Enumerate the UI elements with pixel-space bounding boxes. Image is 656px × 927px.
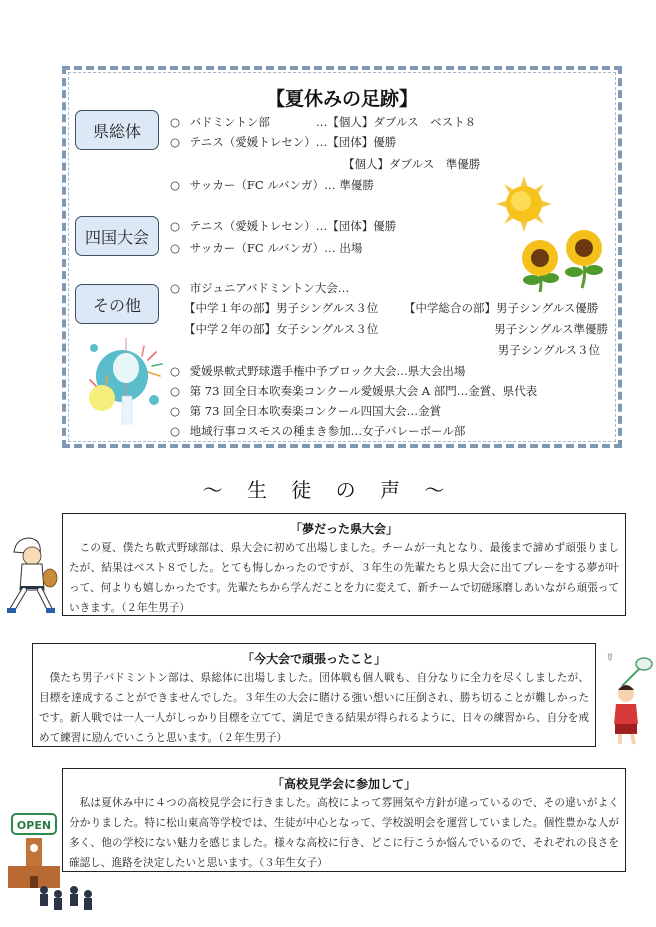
circle-bullet-icon: ○ (170, 178, 181, 192)
open-sign-text: OPEN (16, 819, 52, 832)
sun-sunflower-illustration (494, 174, 614, 294)
circle-bullet-icon: ○ (170, 135, 181, 149)
list-item: ○ 地域行事コスモスの種まき参加…女子バレーボール部 (170, 424, 466, 438)
sun-icon (496, 176, 552, 232)
school-open-illustration (4, 810, 104, 918)
result-grade2: 【中学２年の部】女子シングルス３位 (184, 322, 379, 336)
category-prefecture (75, 110, 159, 150)
circle-bullet-icon: ○ (170, 241, 181, 255)
circle-bullet-icon: ○ (170, 404, 181, 418)
baseball-player-illustration (4, 534, 60, 618)
list-item: 【個人】ダブルス 準優勝 (343, 157, 481, 171)
circle-bullet-icon: ○ (170, 424, 181, 438)
result-overall-1: 【中学総合の部】男子シングルス優勝 (404, 301, 599, 315)
voice-card-badminton (32, 643, 596, 747)
sunflower-icon (522, 240, 559, 292)
list-item: ○ 第 73 回全日本吹奏楽コンクール愛媛県大会 A 部門…金賞、県代表 (170, 384, 538, 398)
list-item: ○ テニス（愛媛トレセン）…【団体】優勝 (170, 135, 397, 149)
result-overall-2: 男子シングルス準優勝 (494, 322, 608, 336)
category-label: 四国大会 (84, 227, 149, 247)
voice-title: 「夢だった県大会」 (289, 522, 398, 536)
list-item: ○ 愛媛県軟式野球選手権中予ブロック大会…県大会出場 (170, 364, 466, 378)
circle-bullet-icon: ○ (170, 364, 181, 378)
sunflower-icon (565, 230, 603, 288)
voice-title: 「今大会で頑張ったこと」 (241, 652, 386, 666)
voice-body: 私は夏休み中に４つの高校見学会に行きました。高校によって雰囲気や方針が違っているので、その違いがよく分かりました。特に松山東高等学校では、生徒が中心となって、学校説明会を運営していました。個性豊かな人が多く、他の学校にない魅力を感じました。様々な高校に行き、どこに行こうか悩んでいるので、それぞれの良さを確認し、進路を決定したいと思います。（３年生女子） (69, 797, 619, 869)
voice-card-baseball (62, 513, 626, 616)
voices-heading: ～ 生 徒 の 声 ～ (202, 478, 454, 502)
list-item: ○ テニス（愛媛トレセン）…【団体】優勝 (170, 219, 397, 233)
circle-bullet-icon: ○ (170, 384, 181, 398)
category-shikoku (75, 216, 159, 256)
summer-achievements-frame (62, 66, 622, 448)
section-title: 【夏休みの足跡】 (265, 88, 418, 110)
category-other (75, 284, 159, 324)
circle-bullet-icon: ○ (170, 219, 181, 233)
category-label: 県総体 (92, 121, 141, 141)
badminton-player-illustration (600, 652, 654, 748)
wind-chime-illustration (86, 338, 166, 428)
list-item: ○ サッカー（FC ルバンガ）… 出場 (170, 241, 363, 255)
circle-bullet-icon: ○ (170, 115, 181, 129)
voice-title: 「高校見学会に参加して」 (271, 777, 416, 791)
voice-card-high-school (62, 768, 626, 872)
list-item: ○ バドミントン部 …【個人】ダブルス ベスト８ (170, 115, 477, 129)
category-label: その他 (92, 295, 141, 315)
list-item: ○ 市ジュニアバドミントン大会… (170, 281, 350, 295)
list-item: ○ 第 73 回全日本吹奏楽コンクール四国大会…金賞 (170, 404, 442, 418)
result-overall-3: 男子シングルス３位 (497, 343, 600, 357)
circle-bullet-icon: ○ (170, 281, 181, 295)
list-item: ○ サッカー（FC ルバンガ）… 準優勝 (170, 178, 374, 192)
voice-body: この夏、僕たち軟式野球部は、県大会に初めて出場しました。チームが一丸となり、最後まで諦めず頑張りましたが、結果はベスト８でした。とても悔しかったのですが、３年生の先輩たちと県大会に出てプレーをする夢が叶って、何よりも嬉しかったです。先輩たちから学んだことを力に変えて、新チームで切磋琢磨しあいながら頑張っていきます。（２年生男子） (69, 542, 619, 614)
result-grade1: 【中学１年の部】男子シングルス３位 (184, 301, 379, 315)
voice-body: 僕たち男子バドミントン部は、県総体に出場しました。団体戦も個人戦も、自分なりに全力を尽くしましたが、目標を達成することができませんでした。３年生の大会に賭ける強い想いに圧倒され、勝ち切ることが難しかったです。新人戦では一人一人がしっかり目標を立てて、満足できる結果が得られるように、日々の練習から、自分を戒めて練習に励んでいこうと思います。（２年生男子） (39, 672, 589, 744)
